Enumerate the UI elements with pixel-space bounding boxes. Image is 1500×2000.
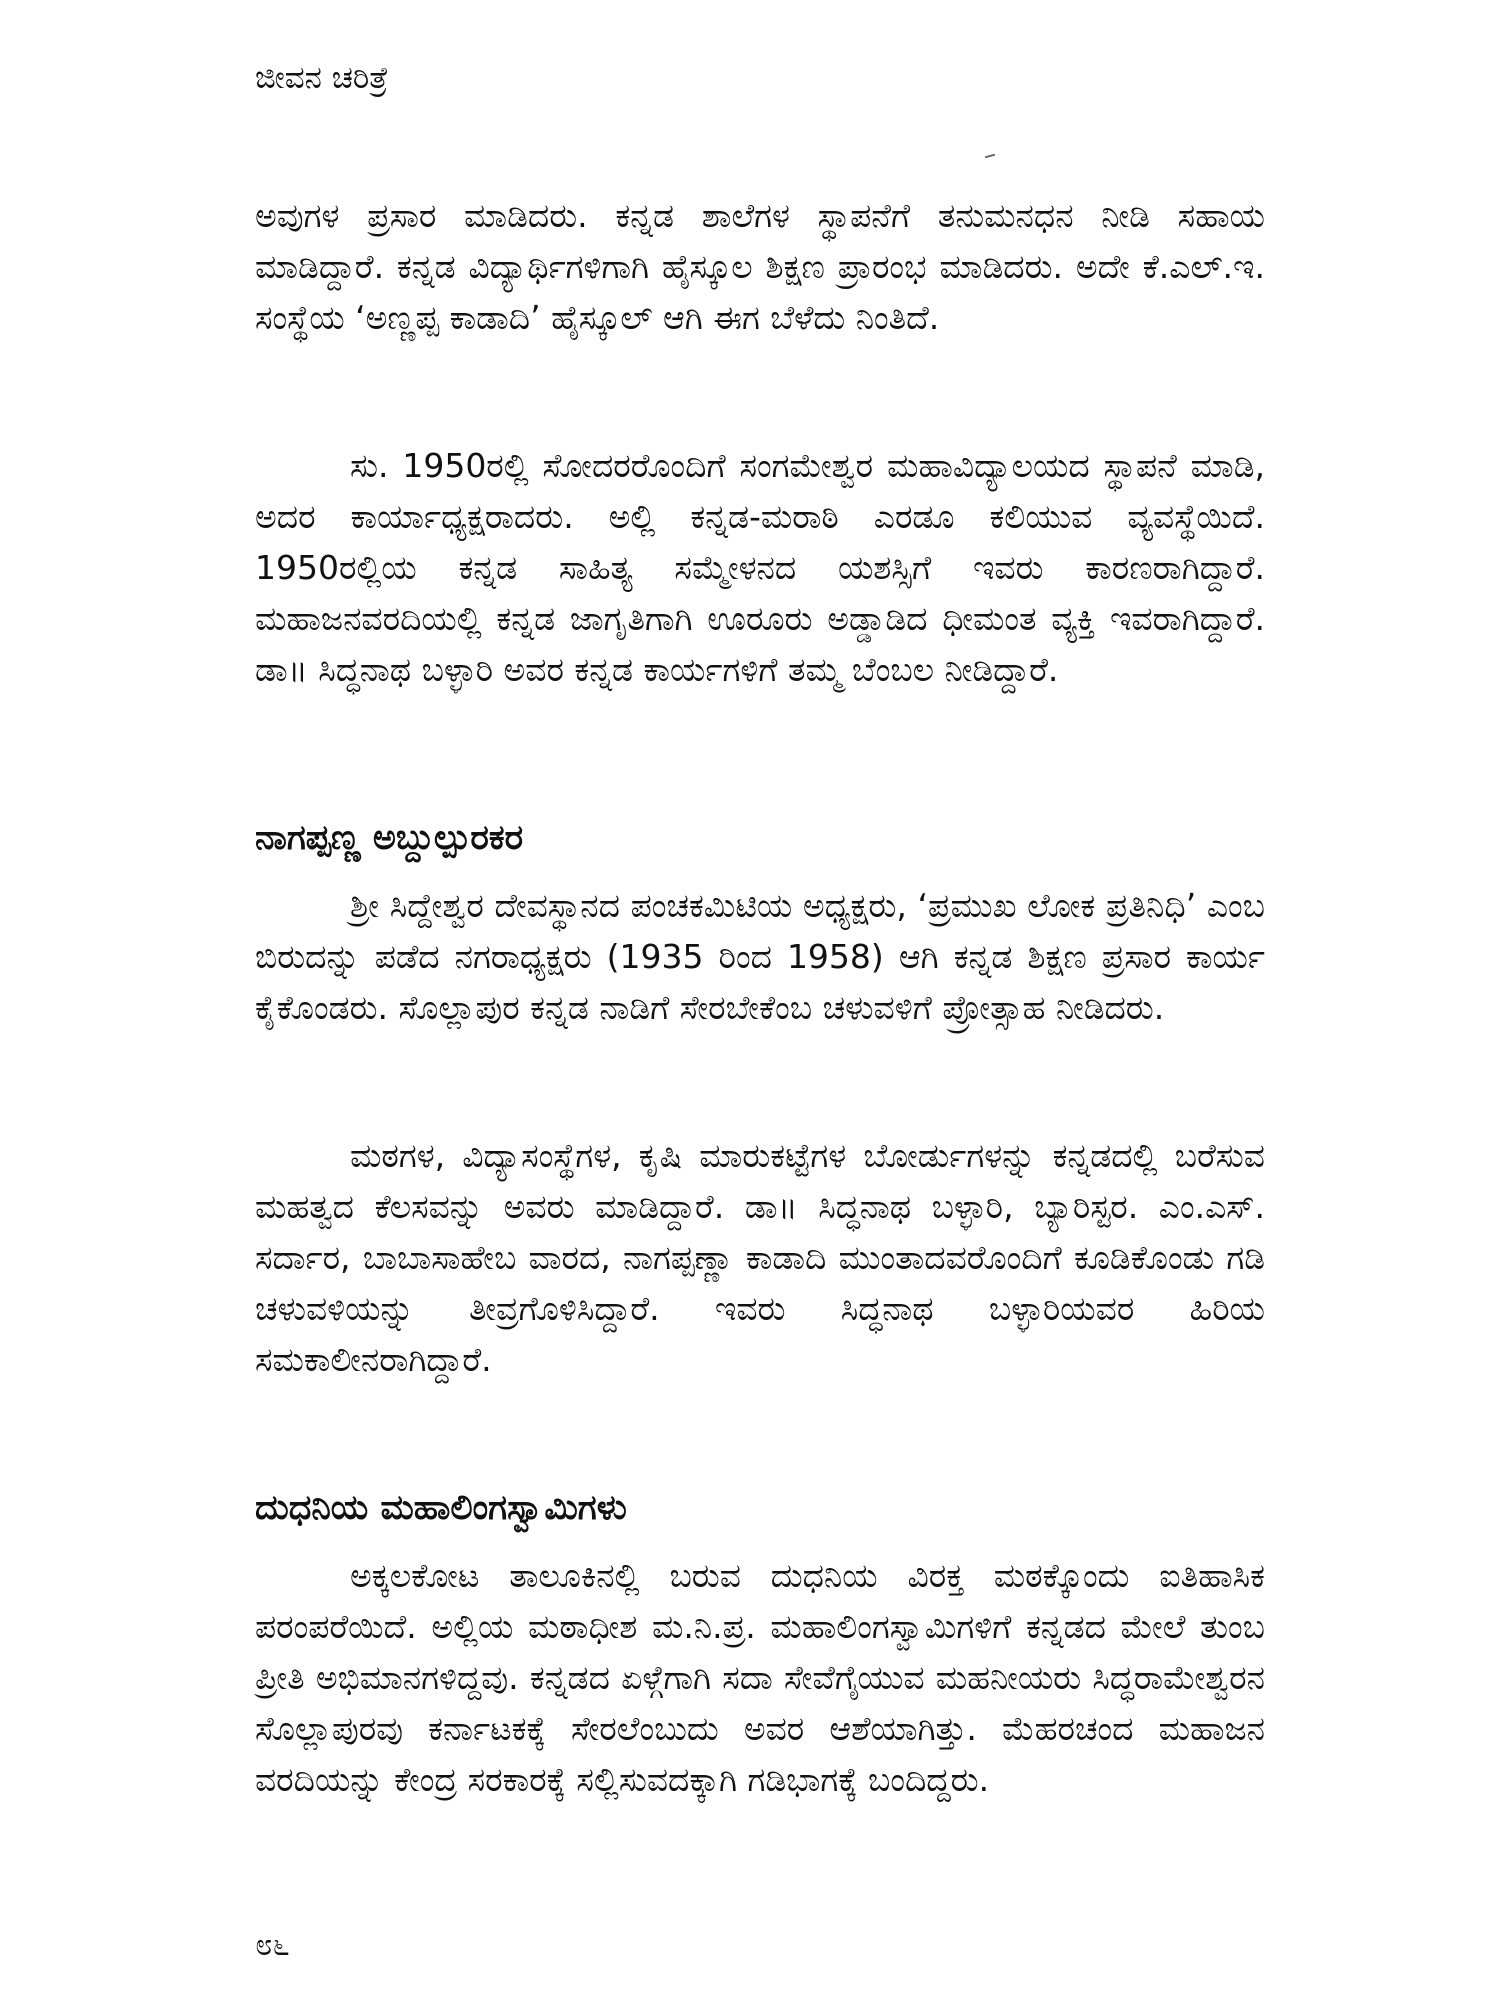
section-heading-mahalingaswamigalu: ದುಧನಿಯ ಮಹಾಲಿಂಗಸ್ವಾಮಿಗಳು [255,1488,627,1528]
print-speck [985,154,995,159]
paragraph-4: ಮಠಗಳ, ವಿದ್ಯಾಸಂಸ್ಥೆಗಳ, ಕೃಷಿ ಮಾರುಕಟ್ಟೆಗಳ ಬೋರ್ಡುಗಳನ್ನು ಕನ್ನಡದಲ್ಲಿ ಬರೆಸುವ ಮಹತ್ವದ ಕೆಲಸವನ್ನು ಅವರು ಮಾಡಿದ್ದಾರೆ. ಡಾ॥ ಸಿದ್ಧನಾಥ ಬಳ್ಳಾರಿ, ಬ್ಯಾರಿಸ್ಟರ. ಎಂ.ಎಸ್. ಸರ್ದಾರ, ಬಾಬಾಸಾಹೇಬ ವಾರದ, ನಾಗಪ್ಪಣ್ಣಾ ಕಾಡಾದಿ ಮುಂತಾದವರೊಂದಿಗೆ ಕೂಡಿಕೊಂಡು ಗಡಿ ಚಳುವಳಿಯನ್ನು ತೀವ್ರಗೊಳಿಸಿದ್ದಾರೆ. ಇವರು ಸಿದ್ಧನಾಥ ಬಳ್ಳಾರಿಯವರ ಹಿರಿಯ ಸಮಕಾಲೀನರಾಗಿದ್ದಾರೆ. [255,1136,1265,1379]
section-heading-nagappanna: ನಾಗಪ್ಪಣ್ಣ ಅಬ್ದುಲ್ಪುರಕರ [255,818,524,858]
paragraph-1: ಅವುಗಳ ಪ್ರಸಾರ ಮಾಡಿದರು. ಕನ್ನಡ ಶಾಲೆಗಳ ಸ್ಥಾಪನೆಗೆ ತನುಮನಧನ ನೀಡಿ ಸಹಾಯ ಮಾಡಿದ್ದಾರೆ. ಕನ್ನಡ ವಿದ್ಯಾರ್ಥಿಗಳಿಗಾಗಿ ಹೈಸ್ಕೂಲ ಶಿಕ್ಷಣ ಪ್ರಾರಂಭ ಮಾಡಿದರು. ಅದೇ ಕೆ.ಎಲ್.ಇ. ಸಂಸ್ಥೆಯ ‘ಅಣ್ಣಪ್ಪ ಕಾಡಾದಿ’ ಹೈಸ್ಕೂಲ್ ಆಗಿ ಈಗ ಬೆಳೆದು ನಿಂತಿದೆ. [255,196,1265,337]
paragraph-3: ಶ್ರೀ ಸಿದ್ದೇಶ್ವರ ದೇವಸ್ಥಾನದ ಪಂಚಕಮಿಟಿಯ ಅಧ್ಯಕ್ಷರು, ‘ಪ್ರಮುಖ ಲೋಕ ಪ್ರತಿನಿಧಿ’ ಎಂಬ ಬಿರುದನ್ನು ಪಡೆದ ನಗರಾಧ್ಯಕ್ಷರು (1935 ರಿಂದ 1958) ಆಗಿ ಕನ್ನಡ ಶಿಕ್ಷಣ ಪ್ರಸಾರ ಕಾರ್ಯ ಕೈಕೊಂಡರು. ಸೊಲ್ಲಾಪುರ ಕನ್ನಡ ನಾಡಿಗೆ ಸೇರಬೇಕೆಂಬ ಚಳುವಳಿಗೆ ಪ್ರೋತ್ಸಾಹ ನೀಡಿದರು. [255,886,1265,1027]
paragraph-2: ಸು. 1950ರಲ್ಲಿ ಸೋದರರೊಂದಿಗೆ ಸಂಗಮೇಶ್ವರ ಮಹಾವಿದ್ಯಾಲಯದ ಸ್ಥಾಪನೆ ಮಾಡಿ, ಅದರ ಕಾರ್ಯಾಧ್ಯಕ್ಷರಾದರು. ಅಲ್ಲಿ ಕನ್ನಡ-ಮರಾಠಿ ಎರಡೂ ಕಲಿಯುವ ವ್ಯವಸ್ಥೆಯಿದೆ. 1950ರಲ್ಲಿಯ ಕನ್ನಡ ಸಾಹಿತ್ಯ ಸಮ್ಮೇಳನದ ಯಶಸ್ಸಿಗೆ ಇವರು ಕಾರಣರಾಗಿದ್ದಾರೆ. ಮಹಾಜನವರದಿಯಲ್ಲಿ ಕನ್ನಡ ಜಾಗೃತಿಗಾಗಿ ಊರೂರು ಅಡ್ಡಾಡಿದ ಧೀಮಂತ ವ್ಯಕ್ತಿ ಇವರಾಗಿದ್ದಾರೆ. ಡಾ॥ ಸಿದ್ಧನಾಥ ಬಳ್ಳಾರಿ ಅವರ ಕನ್ನಡ ಕಾರ್ಯಗಳಿಗೆ ತಮ್ಮ ಬೆಂಬಲ ನೀಡಿದ್ದಾರೆ. [255,446,1265,689]
page-number: ೮೬ [255,1927,290,1963]
paragraph-5: ಅಕ್ಕಲಕೋಟ ತಾಲೂಕಿನಲ್ಲಿ ಬರುವ ದುಧನಿಯ ವಿರಕ್ತ ಮಠಕ್ಕೊಂದು ಐತಿಹಾಸಿಕ ಪರಂಪರೆಯಿದೆ. ಅಲ್ಲಿಯ ಮಠಾಧೀಶ ಮ.ನಿ.ಪ್ರ. ಮಹಾಲಿಂಗಸ್ವಾಮಿಗಳಿಗೆ ಕನ್ನಡದ ಮೇಲೆ ತುಂಬ ಪ್ರೀತಿ ಅಭಿಮಾನಗಳಿದ್ದವು. ಕನ್ನಡದ ಏಳ್ಗೆಗಾಗಿ ಸದಾ ಸೇವೆಗೈಯುವ ಮಹನೀಯರು ಸಿದ್ಧರಾಮೇಶ್ವರನ ಸೊಲ್ಲಾಪುರವು ಕರ್ನಾಟಕಕ್ಕೆ ಸೇರಲೆಂಬುದು ಅವರ ಆಶೆಯಾಗಿತ್ತು. ಮೆಹರಚಂದ ಮಹಾಜನ ವರದಿಯನ್ನು ಕೇಂದ್ರ ಸರಕಾರಕ್ಕೆ ಸಲ್ಲಿಸುವದಕ್ಕಾಗಿ ಗಡಿಭಾಗಕ್ಕೆ ಬಂದಿದ್ದರು. [255,1556,1265,1799]
running-title: ಜೀವನ ಚರಿತ್ರೆ [255,60,389,96]
